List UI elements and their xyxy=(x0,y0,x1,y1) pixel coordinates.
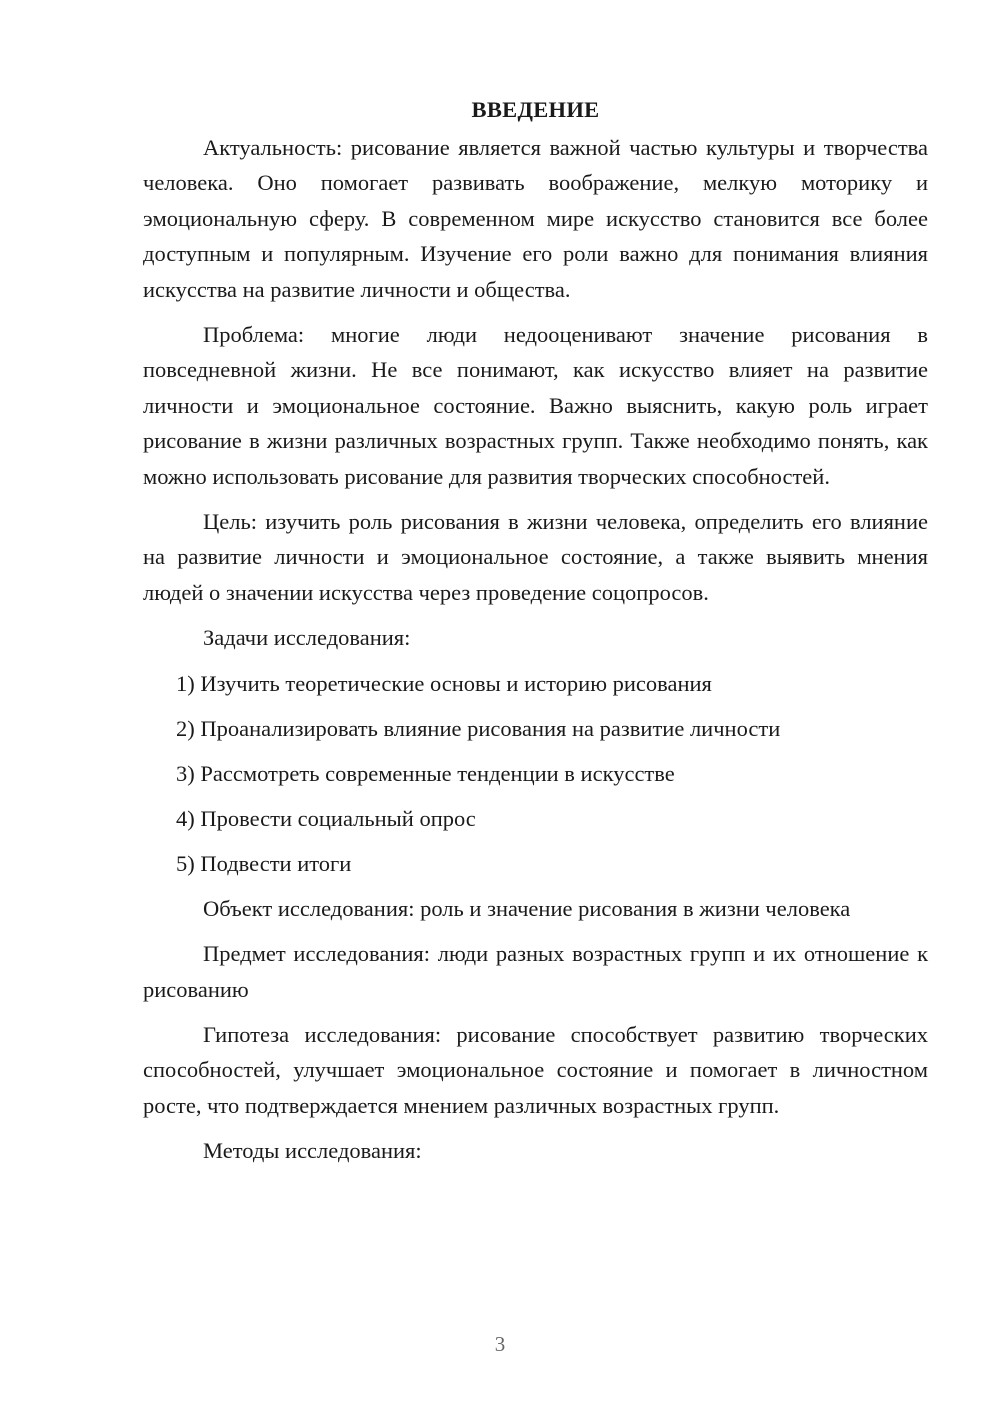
page-content xyxy=(143,92,928,1169)
tasks-heading: Задачи исследования: xyxy=(203,625,411,651)
task-item: 2) Проанализировать влияние рисования на развитие личности xyxy=(176,715,781,741)
task-item: 4) Провести социальный опрос xyxy=(176,805,476,831)
hypothesis-paragraph: Гипотеза исследования: рисование способствует развитию творческих способностей, улучшает эмоциональное состояние и помогает в личностном росте, что подтверждается мнением различных возрастных групп. xyxy=(143,1021,928,1118)
object-paragraph: Объект исследования: роль и значение рисования в жизни человека xyxy=(203,895,851,921)
tasks-list xyxy=(143,666,928,881)
task-item: 5) Подвести итоги xyxy=(176,850,352,876)
task-item: 3) Рассмотреть современные тенденции в искусстве xyxy=(176,760,675,786)
problem-paragraph: Проблема: многие люди недооценивают значение рисования в повседневной жизни. Не все понимают, как искусство влияет на развитие личности и эмоциональное состояние. Важно выяснить, какую роль играет рисование в жизни различных возрастных групп. Также необходимо понять, как можно использовать рисование для развития творческих способностей. xyxy=(143,322,928,489)
subject-paragraph: Предмет исследования: люди разных возрастных групп и их отношение к рисованию xyxy=(143,941,928,1002)
page-title: ВВЕДЕНИЕ xyxy=(471,97,600,122)
task-item: 1) Изучить теоретические основы и историю рисования xyxy=(176,670,712,696)
goal-paragraph: Цель: изучить роль рисования в жизни человека, определить его влияние на развитие личности и эмоциональное состояние, а также выявить мнения людей о значении искусства через проведение соцопросов. xyxy=(143,509,928,605)
relevance-paragraph: Актуальность: рисование является важной частью культуры и творчества человека. Оно помогает развивать воображение, мелкую моторику и эмоциональную сферу. В современном мире искусство становится все более доступным и популярным. Изучение его роли важно для понимания влияния искусства на развитие личности и общества. xyxy=(143,135,928,302)
methods-heading: Методы исследования: xyxy=(203,1138,422,1164)
page-number: 3 xyxy=(494,1332,506,1356)
